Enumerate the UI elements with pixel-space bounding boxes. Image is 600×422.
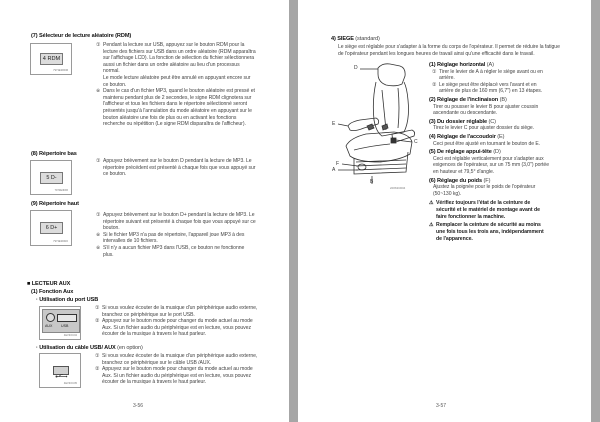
- list-item: Ceci peut être ajusté en tournant le bouton de E.: [433, 140, 541, 147]
- section-title-aux: ■ LECTEUR AUX: [27, 281, 71, 287]
- usb-port-icon: [57, 314, 77, 322]
- list-item: [96, 88, 256, 128]
- item-text: Appuyez sur le bouton mode pour changer du mode actuel au mode Aux. Si un fichier audio du périphérique est en lecture, vous pouvez écouter de la musique à travers le haut parleur.: [102, 366, 253, 386]
- figure-code: 7973E3RDM: [53, 69, 68, 72]
- label-e: E: [332, 121, 336, 127]
- section-title: [429, 119, 549, 126]
- figure-aux-usb-port: [39, 306, 81, 340]
- figure-code: 4EV3OC05: [63, 382, 77, 385]
- section-headrest: [429, 149, 549, 175]
- list-item: [96, 245, 256, 258]
- title-text: (5) De réglage appui-tête: [429, 149, 492, 156]
- warning-item: [429, 222, 549, 242]
- section-weight: [429, 178, 549, 198]
- item-marker: ②: [95, 366, 100, 373]
- section-body-dir-up: [96, 212, 256, 258]
- label-f: F: [336, 161, 340, 167]
- item-text: Appuyez sur le bouton mode pour changer du mode actuel au mode Aux. Si un fichier audio du périphérique est en lecture, vous pouvez écouter de la musique à travers le haut parleur.: [102, 318, 253, 338]
- section-title-dir-up: (9) Répertoire haut: [31, 201, 79, 207]
- list-item: [95, 353, 259, 366]
- section-horizontal: [429, 62, 549, 95]
- seat-title-note: (standard): [355, 36, 380, 42]
- list-item: Ceci est réglable verticalement pour s'adapter aux exigences de l'opérateur, sur un 75 mm (3,0") portée en hauteur et 79,5° d'angle.: [433, 155, 549, 175]
- item-marker: ②: [432, 81, 437, 88]
- section-title-seat: [331, 36, 380, 42]
- item-text: S'il n'y a aucun fichier MP3 dans l'USB, ce bouton ne fonctionne plus.: [103, 244, 245, 258]
- seat-title-text: 4) SIEGE: [331, 36, 354, 42]
- item-text: Si le fichier MP3 n'a pas de répertoire, l'appareil joue MP3 à des intervalles de 10 fichiers.: [103, 231, 245, 245]
- key-letter: (D): [493, 149, 501, 156]
- warning-text: Remplacer la ceinture de sécurité au moins une fois tous les trois ans, indépendamment de l'apparence.: [436, 222, 544, 242]
- title-text: (2) Réglage de l'inclinaison: [429, 96, 499, 103]
- section-title: [429, 97, 549, 104]
- label-d: D: [354, 65, 358, 71]
- section-title: [429, 62, 549, 69]
- figure-dir-up-button: [30, 210, 72, 246]
- figure-code: 4EV3OC04: [63, 334, 77, 337]
- section-backrest: [429, 119, 549, 132]
- figure-code: 7973E3DIR: [54, 189, 68, 192]
- seat-figure: [320, 60, 430, 185]
- item-text: Appuyez brièvement sur le bouton D pendant la lecture de MP3. Le répertoire précédent est présenté à chaque fois que vous appuyé sur ce bouton.: [103, 158, 256, 178]
- note-icon: ※: [96, 88, 101, 95]
- item-text: Le siège peut être déplacé vers l'avant et en arrière de plus de 160 mm (6,7") en 13 étapes.: [439, 81, 543, 95]
- warning-icon: ⚠: [429, 200, 434, 207]
- rdm-button-image: 4 RDM: [40, 53, 63, 65]
- item-text: Le mode lecture aléatoire peut être annulé en appuyant encore sur ce bouton.: [103, 74, 251, 88]
- warning-item: [429, 200, 549, 220]
- label-a: A: [332, 167, 336, 173]
- list-item: Ajustez la poignée pour le poids de l'opérateur (50~130 kg).: [433, 184, 536, 197]
- seat-adjustments: [429, 62, 549, 243]
- dir-up-button-image: 6 D+: [40, 222, 63, 234]
- section-title: [429, 134, 549, 141]
- usb-cable-icon: [53, 366, 69, 375]
- section-body-usb-cable: [95, 353, 259, 386]
- figure-rdm-button: [30, 43, 72, 75]
- note-icon: ※: [96, 231, 101, 238]
- item-marker: ①: [432, 68, 437, 75]
- list-item: [96, 75, 256, 88]
- list-item: [96, 42, 256, 75]
- section-title-rdm: (7) Sélecteur de lecture aléatoire (RDM): [31, 33, 132, 39]
- label-c: C: [414, 139, 418, 145]
- section-title: [429, 149, 549, 156]
- key-letter: (F): [483, 177, 491, 184]
- item-text: Si vous voulez écouter de la musique d'un périphérique audio externe, branchez ce périphérique sur le port USB.: [102, 305, 258, 318]
- item-text: Appuyez brièvement sur le bouton D+ pendant la lecture de MP3. Le répertoire suivant est présenté à chaque fois que vous appuyé sur ce bouton.: [103, 212, 256, 232]
- aux-label: AUX: [45, 324, 53, 328]
- item-marker: ①: [96, 42, 101, 48]
- list-item: [96, 158, 256, 178]
- subsection-title-usb-port: · Utilisation du port USB: [36, 297, 99, 303]
- figure-dir-down-button: [30, 160, 72, 195]
- key-letter: (A): [486, 62, 494, 68]
- item-marker: ①: [96, 212, 101, 218]
- item-text: Si vous voulez écouter de la musique d'un périphérique audio externe, branchez ce périphérique sur le câble USB /AUX.: [102, 353, 258, 366]
- page-number: 3-56: [133, 403, 144, 409]
- section-title-dir-down: (8) Répertoire bas: [31, 151, 77, 157]
- option-note: (en option): [117, 345, 143, 351]
- list-item: Tirez le levier C pour ajuster dossier du siège.: [433, 125, 535, 132]
- dir-down-button-image: 5 D-: [40, 172, 63, 184]
- usb-label: USB: [61, 324, 69, 328]
- list-item: [432, 82, 549, 95]
- section-tilt: [429, 97, 549, 117]
- seat-intro: Le siège est réglable pour s'adapter à la forme du corps de l'opérateur. Il permet de réduire la fatigue de l'opérateur pendant les longues heures de travail ainsi qu'une efficacité dans le travail.: [338, 44, 560, 57]
- list-item: [96, 232, 256, 245]
- list-item: Tirer ou pousser le levier B pour ajuster coussin ascendante ou descendante.: [433, 103, 539, 117]
- title-text: (4) Réglage de l'accoudoir: [429, 133, 496, 140]
- item-marker: ①: [95, 353, 100, 359]
- scrollbar-track[interactable]: [591, 0, 600, 422]
- list-item: [96, 212, 256, 232]
- page-number: 3-57: [436, 403, 447, 409]
- section-armrest: [429, 134, 549, 147]
- aux-jack-icon: [46, 313, 55, 322]
- section-body-usb-port: [95, 305, 259, 338]
- list-item: [432, 69, 549, 82]
- page-gutter: [289, 0, 298, 422]
- note-icon: ※: [96, 244, 101, 251]
- label-b: B: [370, 179, 374, 185]
- list-item: [95, 305, 259, 318]
- warnings: [429, 200, 549, 242]
- item-marker: ①: [96, 158, 101, 164]
- subsection-title-aux-function: (1) Fonction Aux: [31, 289, 74, 295]
- figure-usb-aux-cable: [39, 353, 81, 388]
- section-body-rdm: [96, 42, 256, 128]
- port-panel: [42, 309, 80, 333]
- section-body-dir-down: [96, 158, 256, 178]
- key-letter: (C): [488, 118, 496, 125]
- page-3-56: [0, 0, 289, 422]
- item-marker: ②: [95, 318, 100, 325]
- item-text: Pendant la lecture sur USB, appuyez sur le bouton RDM pour la lecture des fichiers sur USB dans un ordre aléatoire (RDM apparaîtra sur l'affichage LCD). La fonction de sélection du fichier sélectionnera aussi un fichier dans un ordre aléatoire au lieu d'un processus normal.: [103, 42, 256, 75]
- item-marker: ①: [95, 305, 100, 311]
- subsection-title-usb-cable: [36, 345, 143, 351]
- item-text: Dans le cas d'un fichier MP3, quand le bouton aléatoire est pressé et maintenu pendant plus de 2 secondes, le signe RDM clignotera sur l'afficheur et tous les fichiers dans le répertoire sélectionné seront présentés jusqu'à l'annulation du mode aléatoire en appuyant sur le bouton aléatoire une fois de plus ou en activant les fonctions recherche ou répétition (Le signe RDM disparaîtra de l'afficheur).: [103, 88, 255, 128]
- title-text: (1) Réglage horizontal: [429, 62, 486, 68]
- list-item: [95, 366, 259, 386]
- title-text: (3) Du dossier réglable: [429, 118, 488, 125]
- warning-text: Vérifiez toujours l'état de la ceinture de sécurité et le matériel de montage avant de faire fonctionner la machine.: [436, 200, 540, 220]
- key-letter: (B): [499, 96, 507, 103]
- section-title: [429, 178, 549, 185]
- warning-icon: ⚠: [429, 222, 434, 229]
- key-letter: (E): [497, 133, 505, 140]
- title-text: (6) Réglage du poids: [429, 177, 483, 184]
- figure-code: 7973E3DIR2: [53, 240, 68, 243]
- subsection-title-text: · Utilisation du câble USB/ AUX: [36, 345, 116, 351]
- page-3-57: [298, 0, 591, 422]
- usb-symbol-icon: [54, 373, 68, 380]
- list-item: [95, 318, 259, 338]
- figure-code: 220S3CD04: [390, 186, 406, 190]
- item-text: Tirer le levier de A à régler le siège avant ou en arrière.: [439, 68, 543, 82]
